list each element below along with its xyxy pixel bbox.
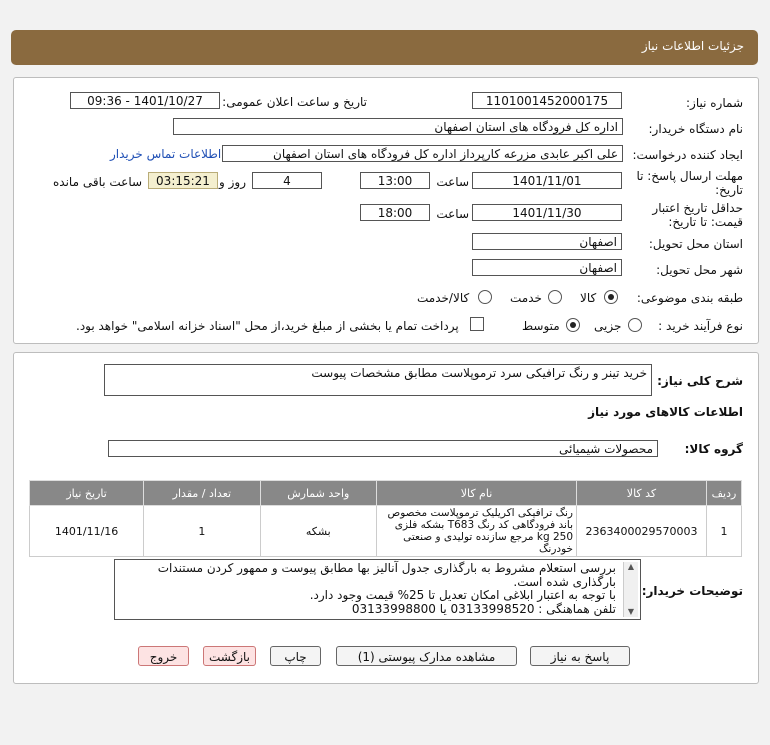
deadline-time-field: 13:00 (360, 172, 430, 189)
col-qty-header: تعداد / مقدار (144, 481, 260, 506)
exit-button[interactable]: خروج (138, 646, 189, 666)
process-label: نوع فرآیند خرید : (658, 319, 743, 333)
process-partial-label: جزیی (594, 319, 622, 333)
remaining-label: ساعت باقی مانده (53, 175, 143, 189)
col-row-header: ردیف (706, 481, 741, 506)
creator-label: ایجاد کننده درخواست: (632, 148, 743, 162)
category-both-label: کالا/خدمت (417, 291, 470, 305)
description-label: شرح کلی نیاز: (657, 374, 743, 388)
process-medium-label: متوسط (522, 319, 560, 333)
page-header (11, 30, 758, 65)
process-medium-radio[interactable] (566, 318, 580, 332)
cell-code: 2363400029570003 (577, 506, 707, 557)
cell-name: رنگ ترافیکی اکریلیک ترموپلاست مخصوص باند فرودگاهی کد رنگ T683 بشکه فلزی 250 kg مرجع سازنده تولیدی و صنعتی خودرنگ (376, 506, 576, 557)
validity-time-label: ساعت (436, 207, 469, 221)
creator-field: علی اکبر عابدی مزرعه کارپرداز اداره کل فرودگاه های استان اصفهان (222, 145, 623, 162)
col-date-header: تاریخ نیاز (30, 481, 144, 506)
validity-label-2: قیمت: تا تاریخ: (668, 215, 743, 229)
announce-label: تاریخ و ساعت اعلان عمومی: (222, 95, 367, 109)
remaining-time-field: 03:15:21 (148, 172, 218, 189)
reply-button[interactable]: پاسخ به نیاز (530, 646, 630, 666)
back-button[interactable]: بازگشت (203, 646, 256, 666)
process-partial-radio[interactable] (628, 318, 642, 332)
col-unit-header: واحد شمارش (260, 481, 376, 506)
province-label: استان محل تحویل: (648, 237, 743, 251)
category-service-label: خدمت (510, 291, 542, 305)
description-field: خرید تینر و رنگ ترافیکی سرد ترموپلاست مطابق مشخصات پیوست (104, 364, 652, 396)
cell-date: 1401/11/16 (30, 506, 144, 557)
days-field: 4 (252, 172, 322, 189)
treasury-payment-checkbox[interactable] (470, 317, 484, 331)
scroll-down-icon[interactable]: ▼ (627, 607, 635, 616)
deadline-label: مهلت ارسال پاسخ: تا (636, 169, 743, 183)
deadline-time-label: ساعت (436, 175, 469, 189)
col-code-header: کد کالا (577, 481, 707, 506)
buyer-org-field: اداره کل فرودگاه های استان اصفهان (173, 118, 623, 135)
goods-group-field: محصولات شیمیائی (108, 440, 658, 457)
city-label: شهر محل تحویل: (656, 263, 743, 277)
attachments-button[interactable]: مشاهده مدارک پیوستی (1) (336, 646, 517, 666)
deadline-label-2: تاریخ: (715, 183, 743, 197)
buyer-note-line: تلفن هماهنگی : 03133998520 یا 03133998800 (351, 601, 616, 616)
goods-table (29, 480, 742, 557)
col-name-header: نام کالا (376, 481, 576, 506)
need-number-field: 1101001452000175 (472, 92, 622, 109)
category-both-radio[interactable] (478, 290, 492, 304)
deadline-date-field: 1401/11/01 (472, 172, 622, 189)
need-number-label: شماره نیاز: (686, 96, 743, 110)
province-field: اصفهان (472, 233, 622, 250)
notes-scrollbar[interactable] (623, 562, 638, 617)
scroll-up-icon[interactable]: ▲ (627, 562, 635, 571)
table-row (30, 506, 742, 557)
cell-row: 1 (706, 506, 741, 557)
category-service-radio[interactable] (548, 290, 562, 304)
category-goods-label: کالا (580, 291, 597, 305)
validity-date-field: 1401/11/30 (472, 204, 622, 221)
goods-section-title: اطلاعات کالاهای مورد نیاز (588, 405, 743, 419)
buyer-note-line: بارگذاری شده است. (513, 574, 616, 589)
print-button[interactable]: چاپ (270, 646, 321, 666)
page-title: جزئیات اطلاعات نیاز (641, 39, 744, 53)
buyer-note-line: با توجه به اعتبار ابلاغی امکان تعدیل تا 25% قیمت وجود دارد. (309, 588, 616, 602)
buyer-contact-link[interactable]: اطلاعات تماس خریدار (110, 147, 222, 161)
validity-time-field: 18:00 (360, 204, 430, 221)
validity-label: حداقل تاریخ اعتبار (652, 201, 743, 215)
buyer-org-label: نام دستگاه خریدار: (648, 122, 743, 136)
days-label: روز و (219, 175, 246, 189)
goods-group-label: گروه کالا: (684, 442, 743, 456)
buyer-note-line: بررسی استعلام مشروط به بارگذاری جدول آنالیز بها مطابق پیوست و ممهور کردن مستندات (157, 561, 616, 575)
buyer-notes-label: توضیحات خریدار: (641, 584, 743, 598)
category-goods-radio[interactable] (604, 290, 618, 304)
payment-note: پرداخت تمام یا بخشی از مبلغ خرید،از محل "اسناد خزانه اسلامی" خواهد بود. (76, 319, 459, 333)
announce-datetime-field: 1401/10/27 - 09:36 (70, 92, 220, 109)
cell-qty: 1 (144, 506, 260, 557)
cell-unit: بشکه (260, 506, 376, 557)
city-field: اصفهان (472, 259, 622, 276)
table-header-row (30, 481, 742, 506)
buyer-notes-box (114, 559, 641, 620)
category-label: طبقه بندی موضوعی: (636, 291, 743, 305)
